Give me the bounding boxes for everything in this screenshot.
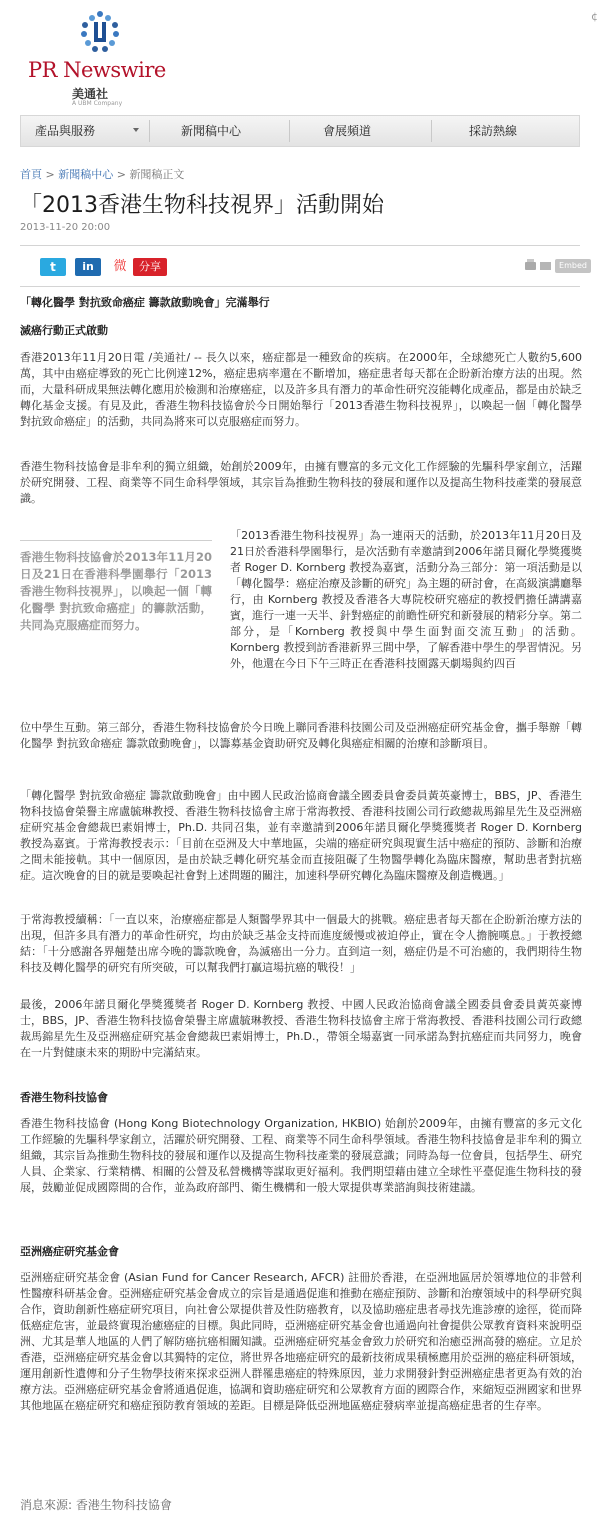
nav-item-events[interactable]: 會展頻道	[323, 124, 372, 138]
breadcrumb-current: 新聞稿正文	[129, 168, 185, 181]
nav-divider	[149, 120, 150, 142]
pull-quote: 香港生物科技協會於2013年11月20日及21日在香港科學園舉行「2013香港生物科技視界」，以喚起一個「轉化醫學 對抗致命癌症」的籌款活動，共同為克服癌症而努力。	[20, 540, 212, 634]
corner-mark: ¢	[591, 10, 598, 23]
breadcrumb	[20, 166, 184, 182]
paragraph: 于常海教授續稱：「一直以來，治療癌症都是人類醫學界其中一個最大的挑戰。癌症患者每天都在企盼新治療方法的出現，但許多具有潛力的革命性研究，均由於缺乏基金支持而進度緩慢或被迫停止，實在令人擔腕嘆息。」于教授總結：「十分感謝各界翹楚出席今晚的籌款晚會，為滅癌出一分力。直到這一刻，癌症仍是不可治癒的，我們期待生物科技及轉化醫學的研究有所突破，可以幫我們打贏這場抗癌的戰役！」	[20, 913, 582, 974]
paragraph: 亞洲癌症研究基金會 (Asian Fund for Cancer Research, AFCR) 註冊於香港，在亞洲地區居於領導地位的非營利性醫療科研基金會。亞洲癌症研究基金會成立的宗旨是通過促進和推動在癌症預防、診斷和治療領域中的科學研究與合作，資助創新性癌症研究項目，向社會公眾提供普及性防癌教育，以及協助癌症患者尋找先進診療的途徑，從而降低癌症危害，並最終實現治癒癌症的目標。與此同時，亞洲癌症研究基金會也通過向社會提供公眾教育資料來說明亞洲、尤其是華人地區的人們了解防癌抗癌相關知識。亞洲癌症研究基金會致力於研究和治癒亞洲高發的癌症。立足於香港，亞洲癌症研究基金會以其獨特的定位，將世界各地癌症研究的最新技術成果積極應用於亞洲的癌症科研領域，運用創新性遺傳和分子生物學技術來探求亞洲人群罹患癌症的特殊原因，並力求開發針對亞洲癌症患者更為有效的治療方法。亞洲癌症研究基金會將通過促進，協調和資助癌症研究和公眾教育方面的國際合作，來縮短亞洲國家和世界其他地區在癌症研究和癌症預防教育領域的差距。目標是降低亞洲地區癌症發病率並提高癌症患者的生存率。	[20, 1271, 582, 1412]
paragraph: 香港生物科技協會是非牟利的獨立組織，始創於2009年，由擁有豐富的多元文化工作經驗的先驅科學家創立，活躍於研究開發、工程、商業等不同生命科學領域，其宗旨為推動生物科技的發展和運作以及提高生物科技產業的發展意識。	[20, 460, 582, 505]
article-subtitle: 「轉化醫學 對抗致命癌症 籌款啟動晚會」完滿舉行	[20, 296, 270, 309]
logo-chinese-text: 美通社	[72, 87, 109, 101]
section-heading: 滅癌行動正式啟動	[20, 324, 108, 337]
paragraph: 香港生物科技協會 (Hong Kong Biotechnology Organization, HKBIO) 始創於2009年，由擁有豐富的多元文化工作經驗的先驅科學家創立，活躍於研究開發、工程、商業等不同生命科學領域。香港生物科技協會是非牟利的獨立組織，其宗旨為推動生物科技的發展和運作以及提高生物科技產業的發展意識；同時為每一位會員，包括學生、研究人員、企業家、行業精構、相關的公營及私營機構等謀取更好福利。我們期望藉由建立全球性平臺促進生物科技的發展，鼓勵並促成國際間的合作，並為政府部門、衛生機構和一般大眾提供專業諮詢與技術建議。	[20, 1117, 582, 1194]
section-heading: 亞洲癌症研究基金會	[20, 1245, 119, 1258]
news-source: 消息來源: 香港生物科技協會	[20, 1498, 172, 1512]
breadcrumb-separator: >	[113, 168, 130, 181]
nav-item-news-center[interactable]: 新聞稿中心	[181, 124, 242, 138]
divider	[20, 286, 580, 287]
nav-item-products[interactable]: 產品與服務	[35, 124, 96, 138]
publish-date: 2013-11-20 20:00	[20, 222, 111, 233]
paragraph: 香港2013年11月20日電 /美通社/ -- 長久以來，癌症都是一種致命的疾病。在2000年，全球總死亡人數約5,600萬，其中由癌症導致的死亡比例達12%，癌症患病率還在不斷增加，癌症患者每天都在企盼新治療方法的出現。然而，大量科研成果無法轉化應用於檢測和治療癌症，以及許多具有潛力的革命性研究沒能轉化成產品，都是由於缺乏轉化基金支援。有見及此，香港生物科技協會於今日開始舉行「2013香港生物科技視界」，以喚起一個「轉化醫學 對抗致命癌症」的活動，共同為將來可以克服癌症而努力。	[20, 351, 582, 428]
main-nav	[20, 115, 580, 147]
nav-item-hotline[interactable]: 採訪熱線	[469, 124, 518, 138]
paragraph: 最後，2006年諾貝爾化學獎獲獎者 Roger D. Kornberg 教授、中國人民政治協商會議全國委員會委員黃英豪博士，BBS，JP、香港生物科技協會榮譽主席盧毓琳教授、香港生物科技協會主席于常海教授、香港科技園公司行政總裁馬錦星先生及亞洲癌症研究基金會總裁巴素娟博士，Ph.D.，帶領全場嘉賓一同承諾為對抗癌症而共同努力，晚會在一片對健康未來的期盼中完滿結束。	[20, 998, 582, 1059]
nav-divider	[431, 120, 432, 142]
linkedin-share-button[interactable]: in	[75, 258, 101, 276]
breadcrumb-separator: >	[42, 168, 59, 181]
page-title: 「2013香港生物科技視界」活動開始	[20, 193, 384, 218]
logo-mark-icon	[80, 10, 120, 56]
breadcrumb-home-link[interactable]: 首頁	[20, 168, 42, 181]
nav-divider	[289, 120, 290, 142]
section-heading: 香港生物科技協會	[20, 1091, 108, 1104]
print-icon[interactable]	[525, 262, 536, 270]
paragraph: 「轉化醫學 對抗致命癌症 籌款啟動晚會」由中國人民政治協商會議全國委員會委員黃英豪博士，BBS，JP、香港生物科技協會榮譽主席盧毓琳教授、香港生物科技協會主席于常海教授、香港科技園公司行政總裁馬錦星先生及亞洲癌症研究基金會總裁巴素娟博士，Ph.D. 共同召集，並有幸邀請到2006年諾貝爾化學獎獲獎者 Roger D. Kornberg 教授為嘉賓。于常海教授表示：「目前在亞洲及大中華地區，尖端的癌症研究與現實生活中癌症的預防、診斷和治療之間未能接軌。其中一個原因，是由於缺乏轉化研究基金而直接阻礙了生物醫學轉化為臨床醫療，幫助患者對抗癌症。這次晚會的目的就是要喚起社會對上述問題的關注，加速科學研究轉化為臨床醫療及創造機遇。」	[20, 789, 582, 882]
twitter-share-button[interactable]: t	[40, 258, 66, 276]
paragraph: 「2013香港生物科技視界」為一連兩天的活動，於2013年11月20日及21日於香港科學園舉行，是次活動有幸邀請到2006年諾貝爾化學獎獲獎者 Roger D. Kornberg 教授為嘉賓，活動分為三部分：第一項活動是以「轉化醫學：癌症治療及診斷的研究」為主題的研討會，在高級演講廳舉行，由 Kornberg 教授及香港各大專院校研究癌症的教授們擔任講講嘉賓，進行一連一天半、針對癌症的前瞻性研究和新發展的精彩分享。第二部分，是「Kornberg 教授與中學生面對面交流互動」的活動。Kornberg 教授到訪香港新界三間中學，了解香港中學生的學習情況。另外，他還在今日下午三時正在香港科技園露天劇場與約四百	[230, 529, 582, 670]
weibo-icon[interactable]: 微	[113, 259, 127, 274]
email-icon[interactable]	[540, 262, 551, 270]
logo-subtitle: A UBM Company	[72, 100, 123, 107]
chevron-down-icon[interactable]	[133, 128, 139, 132]
divider	[20, 245, 580, 246]
paragraph: 位中學生互動。第三部分，香港生物科技協會於今日晚上聯同香港科技園公司及亞洲癌症研究基金會，攜手舉辦「轉化醫學 對抗致命癌症 籌款啟動晚會」，以籌募基金資助研究及轉化與癌症相關的治療和診斷項目。	[20, 721, 582, 750]
logo-text: PR Newswire	[28, 58, 166, 82]
pr-newswire-logo[interactable]	[28, 10, 178, 105]
breadcrumb-news-center-link[interactable]: 新聞稿中心	[58, 168, 114, 181]
share-button[interactable]: 分享	[133, 258, 167, 276]
embed-button[interactable]: Embed	[555, 259, 591, 273]
